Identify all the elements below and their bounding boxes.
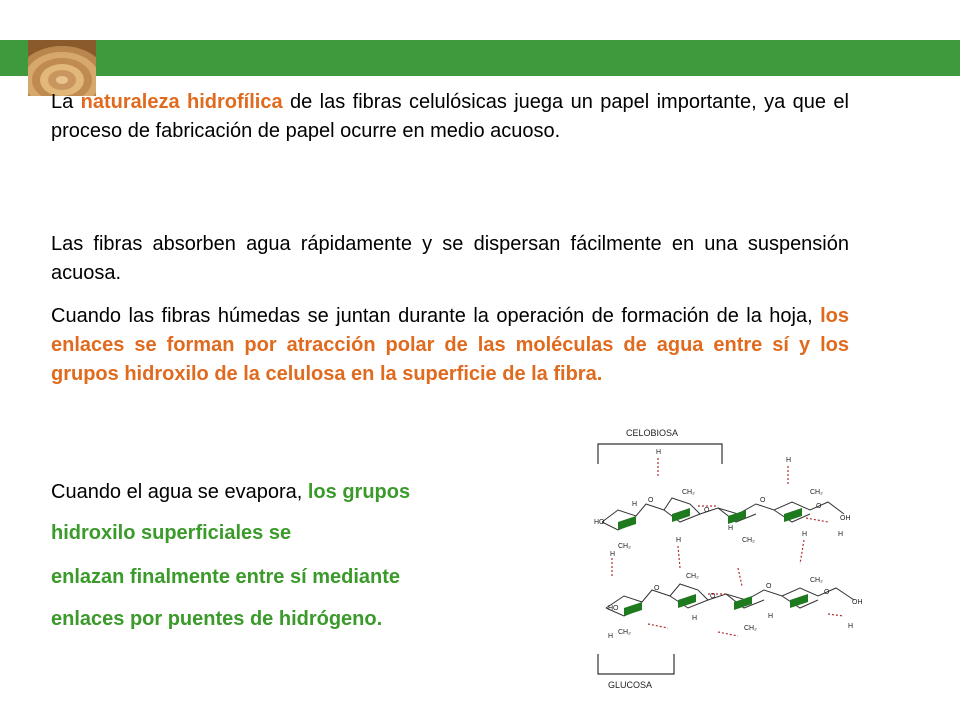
cellulose-diagram xyxy=(588,418,870,700)
evaporation-highlight-1: los grupos xyxy=(307,481,411,503)
svg-text:H: H xyxy=(848,623,854,630)
svg-text:H: H xyxy=(786,457,792,464)
upper-ring-bonds xyxy=(618,508,802,530)
evaporation-line-3: enlazan finalmente entre sí mediante xyxy=(51,566,400,588)
p1-text-end: de las fibras celulósicas juega un papel importante, ya que el proceso de fabricación de papel ocurre en medio acuoso. xyxy=(51,91,849,142)
hydrogen-bonds xyxy=(612,458,844,636)
p1-text-start: La xyxy=(51,91,81,113)
svg-text:HO: HO xyxy=(594,519,605,526)
svg-text:CH₂: CH₂ xyxy=(810,489,823,496)
svg-text:CH₂: CH₂ xyxy=(744,625,757,632)
svg-text:O: O xyxy=(710,593,716,600)
svg-text:H: H xyxy=(802,531,808,538)
evaporation-line-2: hidroxilo superficiales se xyxy=(51,522,292,544)
svg-text:H: H xyxy=(838,531,844,538)
svg-text:H: H xyxy=(768,613,774,620)
p3-highlight: los enlaces se forman por atracción polar de las moléculas de agua entre sí y los grupos hidroxilo de la celulosa en la superficie de la fibra. xyxy=(51,305,849,385)
celobiosa-label: CELOBIOSA xyxy=(626,428,679,438)
svg-text:H: H xyxy=(610,551,616,558)
p1-highlight: naturaleza hidrofílica xyxy=(80,91,283,113)
svg-text:H: H xyxy=(676,537,682,544)
svg-text:H: H xyxy=(692,615,698,622)
svg-text:O: O xyxy=(824,589,830,596)
svg-text:O: O xyxy=(654,585,660,592)
svg-text:HO: HO xyxy=(608,605,619,612)
svg-text:CH₂: CH₂ xyxy=(810,577,823,584)
p3-text-start: Cuando las fibras húmedas se juntan durante la operación de formación de la hoja, xyxy=(51,305,821,327)
svg-text:CH₂: CH₂ xyxy=(618,629,631,636)
glucosa-label: GLUCOSA xyxy=(608,680,653,690)
svg-text:CH₂: CH₂ xyxy=(686,573,699,580)
svg-text:OH: OH xyxy=(840,515,851,522)
svg-text:H: H xyxy=(608,633,614,640)
svg-text:OH: OH xyxy=(852,599,863,606)
evaporation-text: Cuando el agua se evapora, xyxy=(51,481,308,503)
evaporation-line-1 xyxy=(51,481,410,504)
svg-text:O: O xyxy=(766,583,772,590)
glucosa-bracket xyxy=(598,654,674,674)
svg-text:O: O xyxy=(816,503,822,510)
svg-text:CH₂: CH₂ xyxy=(618,543,631,550)
svg-text:H: H xyxy=(632,501,638,508)
paragraph-absorption: Las fibras absorben agua rápidamente y se dispersan fácilmente en una suspensión acuosa. xyxy=(51,233,849,284)
svg-text:CH₂: CH₂ xyxy=(682,489,695,496)
evaporation-line-4: enlaces por puentes de hidrógeno. xyxy=(51,608,383,630)
header-bar xyxy=(0,40,960,76)
svg-text:H: H xyxy=(728,525,734,532)
svg-text:O: O xyxy=(760,497,766,504)
paragraph-bond-formation xyxy=(51,302,849,389)
paragraph-hydrophilic xyxy=(51,88,849,146)
svg-text:CH₂: CH₂ xyxy=(742,537,755,544)
svg-text:O: O xyxy=(704,507,710,514)
svg-text:H: H xyxy=(656,449,662,456)
svg-text:O: O xyxy=(648,497,654,504)
